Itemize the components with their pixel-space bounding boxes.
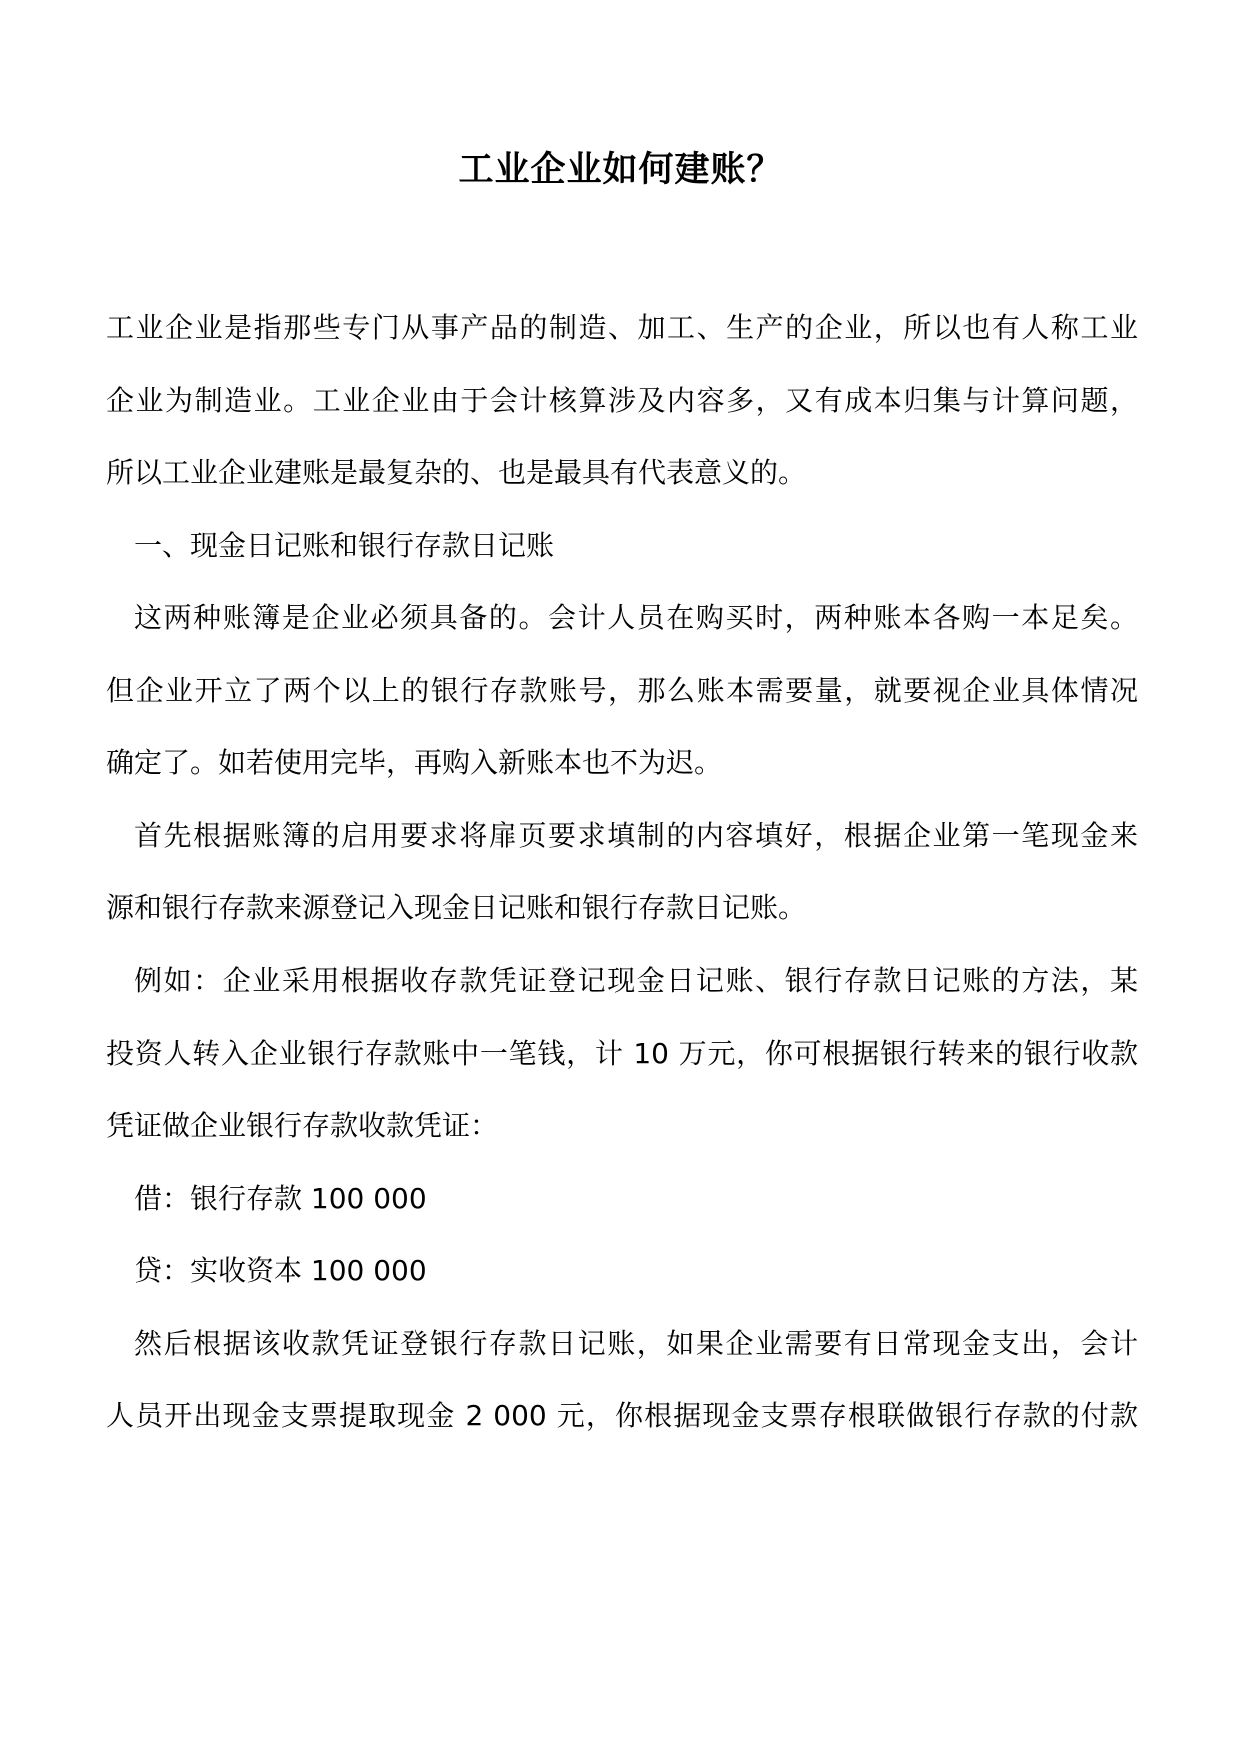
paragraph-example-line-3: 凭证做企业银行存款收款凭证： <box>106 1109 499 1142</box>
paragraph-first-line-2: 源和银行存款来源登记入现金日记账和银行存款日记账。 <box>106 891 807 924</box>
journal-entry-debit: 借：银行存款 100 000 <box>134 1182 427 1215</box>
journal-entry-credit: 贷：实收资本 100 000 <box>134 1254 427 1287</box>
document-title: 工业企业如何建账？ <box>458 149 783 190</box>
paragraph-example-line-1: 例如：企业采用根据收存款凭证登记现金日记账、银行存款日记账的方法，某 <box>134 964 1138 997</box>
paragraph-intro-line-1: 工业企业是指那些专门从事产品的制造、加工、生产的企业，所以也有人称工业 <box>106 311 1138 344</box>
paragraph-books-line-1: 这两种账簿是企业必须具备的。会计人员在购买时，两种账本各购一本足矣。 <box>134 601 1138 634</box>
paragraph-books-line-2: 但企业开立了两个以上的银行存款账号，那么账本需要量，就要视企业具体情况 <box>106 674 1138 707</box>
paragraph-intro-line-2: 企业为制造业。工业企业由于会计核算涉及内容多，又有成本归集与计算问题， <box>106 384 1138 417</box>
paragraph-intro-line-3: 所以工业企业建账是最复杂的、也是最具有代表意义的。 <box>106 456 807 489</box>
paragraph-example-line-2: 投资人转入企业银行存款账中一笔钱，计 10 万元，你可根据银行转来的银行收款 <box>106 1037 1138 1070</box>
paragraph-books-line-3: 确定了。如若使用完毕，再购入新账本也不为迟。 <box>106 746 723 779</box>
section-heading: 一、现金日记账和银行存款日记账 <box>134 529 555 562</box>
paragraph-then-line-1: 然后根据该收款凭证登银行存款日记账，如果企业需要有日常现金支出，会计 <box>134 1327 1138 1360</box>
paragraph-first-line-1: 首先根据账簿的启用要求将扉页要求填制的内容填好，根据企业第一笔现金来 <box>134 819 1138 852</box>
paragraph-then-line-2: 人员开出现金支票提取现金 2 000 元，你根据现金支票存根联做银行存款的付款 <box>106 1399 1138 1432</box>
